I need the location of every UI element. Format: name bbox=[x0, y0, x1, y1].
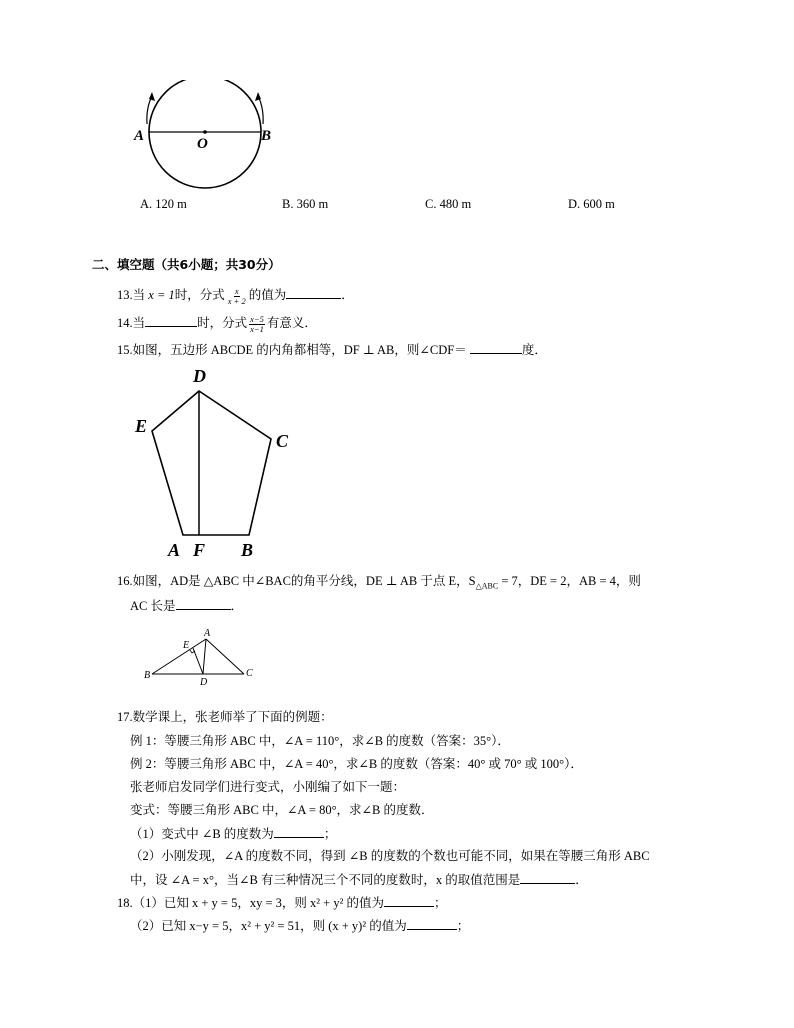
q13-post: 的值为 bbox=[248, 288, 287, 302]
triangle-label-b: B bbox=[144, 670, 151, 681]
q18-part1-blank[interactable] bbox=[384, 894, 434, 907]
q18-part1 bbox=[117, 894, 446, 911]
q16-line1b: = 7，DE = 2，AB = 4，则 bbox=[498, 574, 641, 588]
q17-example-1: 例 1：等腰三角形 ABC 中，∠A = 110°，求∠B 的度数（答案：35°）． bbox=[130, 734, 510, 748]
triangle-label-d: D bbox=[200, 677, 208, 688]
q18-part2-text: （2）已知 x−y = 5，x² + y² = 51，则 (x + y)² 的值为 bbox=[130, 919, 407, 933]
circle-label-a: A bbox=[134, 128, 145, 144]
center-dot bbox=[203, 130, 207, 134]
q14-fraction bbox=[249, 315, 265, 334]
pentagon-figure bbox=[130, 365, 310, 565]
pentagon-label-c: C bbox=[276, 431, 289, 451]
q14-post: 有意义． bbox=[266, 316, 317, 330]
pentagon-label-d: D bbox=[193, 366, 206, 386]
q18-part2 bbox=[130, 917, 469, 934]
q13-numerator: x bbox=[234, 285, 239, 296]
q15-end: 度． bbox=[521, 343, 547, 357]
q17-intro: 17.数学课上，张老师举了下面的例题： bbox=[117, 710, 333, 724]
question-15 bbox=[117, 341, 547, 358]
q17-part1 bbox=[130, 825, 336, 842]
q17-example-2: 例 2：等腰三角形 ABC 中，∠A = 40°，求∠B 的度数（答案：40° 或 70° 或 100°）． bbox=[130, 757, 583, 771]
segment-ba bbox=[152, 639, 206, 674]
q14-answer-blank[interactable] bbox=[145, 314, 197, 327]
q16-sub: △ABC bbox=[475, 581, 499, 591]
q13-pre: 13.当 bbox=[117, 288, 149, 302]
q16-line1: 16.如图，AD是 △ABC 中∠BAC的角平分线，DE ⊥ AB 于点 E，S bbox=[117, 574, 476, 588]
option-b: B. 360 m bbox=[282, 197, 329, 211]
q17-part2b-text: 中，设 ∠A = x°，当∠B 有三种情况三个不同的度数时，x 的取值范围是 bbox=[130, 873, 521, 887]
q13-end: ． bbox=[341, 288, 354, 302]
q13-fraction bbox=[227, 287, 247, 306]
q17-line3: 张老师启发同学们进行变式，小刚编了如下一题： bbox=[130, 780, 406, 794]
pentagon-label-a: A bbox=[168, 540, 181, 560]
circle-track bbox=[149, 80, 261, 188]
q14-numerator: x−5 bbox=[250, 313, 264, 324]
option-a: A. 120 m bbox=[140, 197, 187, 211]
circle-label-b: B bbox=[261, 128, 272, 144]
q18-part1-text: 18.（1）已知 x + y = 5，xy = 3，则 x² + y² 的值为 bbox=[117, 896, 384, 910]
q17-part2a: （2）小刚发现，∠A 的度数不同，得到 ∠B 的度数的个数也可能不同，如果在等腰三角形 ABC bbox=[130, 849, 650, 863]
q15-answer-blank[interactable] bbox=[470, 341, 522, 354]
pentagon-label-e: E bbox=[135, 416, 148, 436]
segment-ac bbox=[206, 639, 244, 674]
q17-part2-blank[interactable] bbox=[520, 871, 575, 884]
question-13 bbox=[117, 286, 354, 306]
question-14 bbox=[117, 314, 317, 334]
q13-eq: x = 1 bbox=[148, 288, 175, 302]
q17-part1-blank[interactable] bbox=[274, 825, 324, 838]
q13-mid: 时，分式 bbox=[174, 288, 225, 302]
question-16-line1 bbox=[117, 573, 641, 595]
q13-denominator: x + 2 bbox=[227, 295, 246, 306]
pentagon-label-f: F bbox=[193, 540, 206, 560]
option-d: D. 600 m bbox=[568, 197, 615, 211]
q14-denominator: x−1 bbox=[250, 323, 264, 334]
section-title: 二、填空题（共6小题；共30分） bbox=[92, 257, 281, 272]
circle-label-o: O bbox=[197, 136, 208, 152]
left-arrow-icon bbox=[147, 96, 152, 124]
triangle-label-e: E bbox=[183, 640, 190, 651]
q15-text: 15.如图，五边形 ABCDE 的内角都相等，DF ⊥ AB，则∠CDF＝ bbox=[117, 343, 470, 357]
q18-part1-end: ； bbox=[433, 896, 447, 910]
q16-end: ． bbox=[230, 599, 244, 613]
q18-part2-end: ； bbox=[456, 919, 470, 933]
q18-part2-blank[interactable] bbox=[407, 917, 457, 930]
q17-variant: 变式：等腰三角形 ABC 中，∠A = 80°，求∠B 的度数． bbox=[130, 803, 434, 817]
q17-part2b bbox=[130, 871, 588, 888]
q13-answer-blank[interactable] bbox=[286, 286, 341, 299]
triangle-label-a: A bbox=[204, 628, 211, 639]
q14-pre: 14.当 bbox=[117, 316, 146, 330]
q17-part1-text: （1）变式中 ∠B 的度数为 bbox=[130, 827, 274, 841]
question-16-line2 bbox=[130, 597, 243, 614]
segment-ad bbox=[203, 639, 206, 674]
right-arrow-icon bbox=[258, 96, 263, 124]
q16-line2: AC 长是 bbox=[130, 599, 176, 613]
pentagon-abcde bbox=[152, 391, 271, 535]
q17-part1-end: ； bbox=[323, 827, 337, 841]
triangle-label-c: C bbox=[246, 668, 253, 679]
circle-figure bbox=[130, 80, 280, 190]
option-c: C. 480 m bbox=[425, 197, 472, 211]
q16-answer-blank[interactable] bbox=[176, 597, 231, 610]
pentagon-label-b: B bbox=[241, 540, 254, 560]
q17-part2-end: ． bbox=[575, 873, 588, 887]
segment-de bbox=[193, 648, 203, 674]
q14-mid: 时，分式 bbox=[197, 316, 248, 330]
